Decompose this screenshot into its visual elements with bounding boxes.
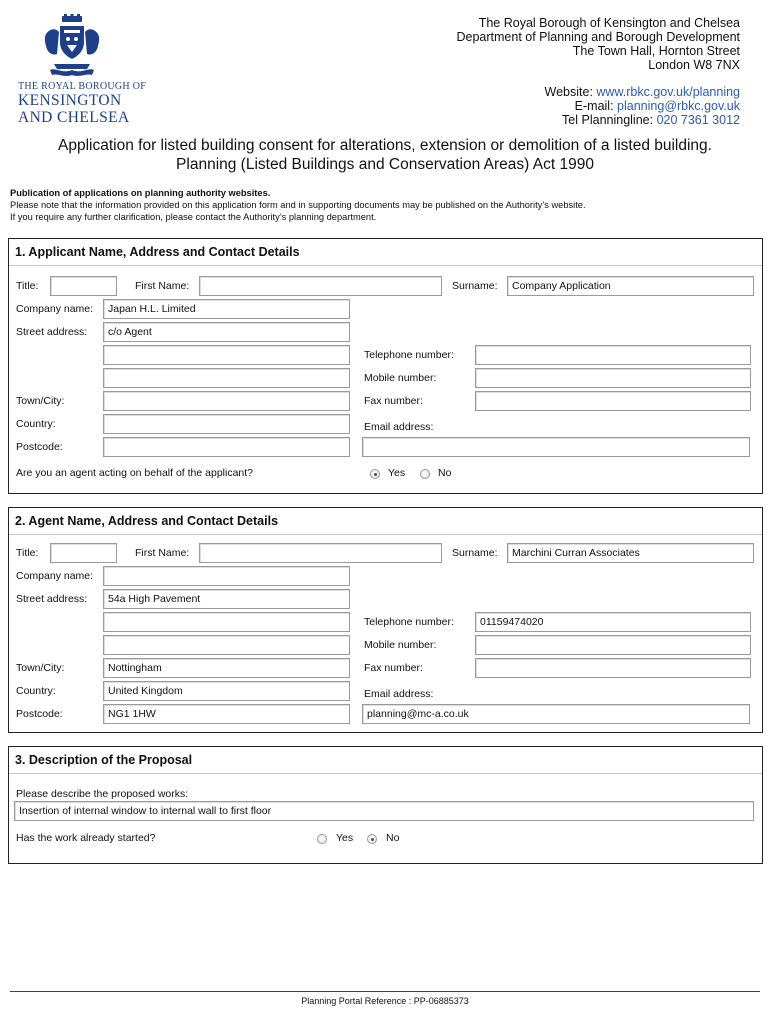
logo-line-1: KENSINGTON xyxy=(18,92,122,109)
agent-fax-label: Fax number: xyxy=(364,662,423,674)
agent-yes-radio[interactable] xyxy=(370,469,380,479)
applicant-town-label: Town/City: xyxy=(16,395,65,407)
email-line xyxy=(575,99,740,113)
applicant-street-field-2[interactable] xyxy=(103,345,350,365)
tel-label: Tel Planningline: xyxy=(562,113,654,127)
agent-question: Are you an agent acting on behalf of the applicant? xyxy=(16,467,254,479)
logo-subtitle: THE ROYAL BOROUGH OF xyxy=(18,81,147,92)
website-label: Website: xyxy=(544,85,593,99)
agent-town-label: Town/City: xyxy=(16,662,65,674)
agent-surname-field[interactable]: Marchini Curran Associates xyxy=(507,543,754,563)
section-divider xyxy=(9,265,762,266)
applicant-telephone-label: Telephone number: xyxy=(364,349,454,361)
agent-first-name-label: First Name: xyxy=(135,547,190,559)
applicant-title-field[interactable] xyxy=(50,276,117,296)
publication-heading: Publication of applications on planning authority websites. xyxy=(10,188,271,198)
agent-mobile-label: Mobile number: xyxy=(364,639,437,651)
started-yes-label: Yes xyxy=(336,832,354,844)
started-yes-radio[interactable] xyxy=(317,834,327,844)
applicant-country-field[interactable] xyxy=(103,414,350,434)
applicant-fax-label: Fax number: xyxy=(364,395,423,407)
agent-street-field-3[interactable] xyxy=(103,635,350,655)
agent-town-field[interactable]: Nottingham xyxy=(103,658,350,678)
agent-yes-label: Yes xyxy=(388,467,406,479)
form-title-line-2: Planning (Listed Buildings and Conservation Areas) Act 1990 xyxy=(176,156,594,173)
agent-country-label: Country: xyxy=(16,685,56,697)
agent-fax-field[interactable] xyxy=(475,658,751,678)
website-line xyxy=(545,85,740,99)
applicant-town-field[interactable] xyxy=(103,391,350,411)
applicant-country-label: Country: xyxy=(16,418,56,430)
applicant-company-field[interactable]: Japan H.L. Limited xyxy=(103,299,350,319)
agent-country-field[interactable]: United Kingdom xyxy=(103,681,350,701)
applicant-street-field-3[interactable] xyxy=(103,368,350,388)
borough-crest-icon xyxy=(40,14,104,78)
applicant-company-label: Company name: xyxy=(16,303,94,315)
applicant-surname-label: Surname: xyxy=(452,280,498,292)
agent-first-name-field[interactable] xyxy=(199,543,442,563)
applicant-mobile-field[interactable] xyxy=(475,368,751,388)
logo-line-2: AND CHELSEA xyxy=(18,109,130,126)
agent-company-field[interactable] xyxy=(103,566,350,586)
website-link[interactable]: www.rbkc.gov.uk/planning xyxy=(596,85,740,99)
applicant-email-field[interactable] xyxy=(362,437,750,457)
applicant-surname-field[interactable]: Company Application xyxy=(507,276,754,296)
applicant-email-label: Email address: xyxy=(364,421,434,433)
address-line-2: Department of Planning and Borough Development xyxy=(456,30,740,44)
applicant-postcode-label: Postcode: xyxy=(16,441,63,453)
applicant-first-name-field[interactable] xyxy=(199,276,442,296)
applicant-fax-field[interactable] xyxy=(475,391,751,411)
agent-email-label: Email address: xyxy=(364,688,434,700)
agent-street-field-2[interactable] xyxy=(103,612,350,632)
agent-postcode-label: Postcode: xyxy=(16,708,63,720)
agent-surname-label: Surname: xyxy=(452,547,498,559)
agent-street-field-1[interactable]: 54a High Pavement xyxy=(103,589,350,609)
agent-telephone-label: Telephone number: xyxy=(364,616,454,628)
started-no-label: No xyxy=(386,832,400,844)
section-1-heading: 1. Applicant Name, Address and Contact Details xyxy=(15,245,300,259)
section-2-heading: 2. Agent Name, Address and Contact Details xyxy=(15,514,279,528)
agent-no-radio[interactable] xyxy=(420,469,430,479)
agent-postcode-field[interactable]: NG1 1HW xyxy=(103,704,350,724)
tel-line xyxy=(562,113,740,127)
started-no-radio[interactable] xyxy=(367,834,377,844)
agent-no-label: No xyxy=(438,467,452,479)
applicant-street-label: Street address: xyxy=(16,326,88,338)
agent-street-label: Street address: xyxy=(16,593,88,605)
agent-email-field[interactable]: planning@mc-a.co.uk xyxy=(362,704,750,724)
section-divider xyxy=(9,773,762,774)
applicant-telephone-field[interactable] xyxy=(475,345,751,365)
email-label: E-mail: xyxy=(574,99,614,113)
publication-line-2: If you require any further clarification, please contact the Authority’s planning department. xyxy=(10,212,377,222)
address-line-1: The Royal Borough of Kensington and Chelsea xyxy=(478,16,740,30)
form-title-line-1: Application for listed building consent for alterations, extension or demolition of a listed building. xyxy=(58,137,712,154)
applicant-street-field-1[interactable]: c/o Agent xyxy=(103,322,350,342)
applicant-postcode-field[interactable] xyxy=(103,437,350,457)
agent-title-label: Title: xyxy=(16,547,39,559)
agent-mobile-field[interactable] xyxy=(475,635,751,655)
agent-company-label: Company name: xyxy=(16,570,94,582)
applicant-title-label: Title: xyxy=(16,280,39,292)
section-divider xyxy=(9,534,762,535)
applicant-mobile-label: Mobile number: xyxy=(364,372,437,384)
agent-telephone-field[interactable]: 01159474020 xyxy=(475,612,751,632)
agent-title-field[interactable] xyxy=(50,543,117,563)
work-started-question: Has the work already started? xyxy=(16,832,156,844)
describe-works-field[interactable]: Insertion of internal window to internal wall to first floor xyxy=(14,801,754,821)
publication-line-1: Please note that the information provided on this application form and in supporting documents may be published on the Authority’s website. xyxy=(10,200,586,210)
portal-reference: Planning Portal Reference : PP-06885373 xyxy=(301,996,469,1006)
email-link[interactable]: planning@rbkc.gov.uk xyxy=(617,99,740,113)
address-line-4: London W8 7NX xyxy=(648,58,740,72)
address-line-3: The Town Hall, Hornton Street xyxy=(572,44,740,58)
section-3-heading: 3. Description of the Proposal xyxy=(15,753,193,767)
describe-works-label: Please describe the proposed works: xyxy=(16,788,189,800)
applicant-first-name-label: First Name: xyxy=(135,280,190,292)
tel-link[interactable]: 020 7361 3012 xyxy=(656,113,740,127)
footer-rule xyxy=(10,991,760,992)
